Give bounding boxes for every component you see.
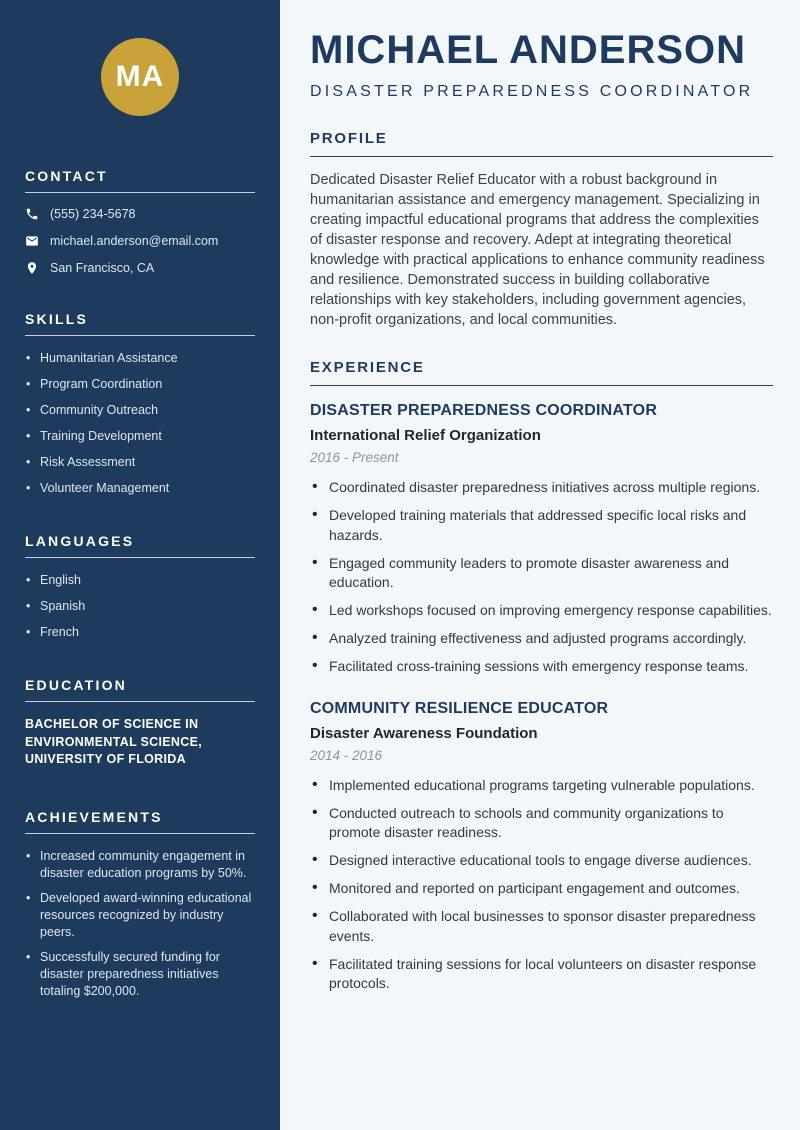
contact-heading: CONTACT — [25, 168, 255, 193]
job-bullet: • Conducted outreach to schools and community organizations to promote disaster readiness. — [310, 804, 773, 843]
job-dates: 2014 - 2016 — [310, 747, 383, 763]
experience-heading: EXPERIENCE — [310, 359, 773, 386]
languages-heading: LANGUAGES — [25, 533, 255, 558]
degree-text: BACHELOR OF SCIENCE IN ENVIRONMENTAL SCIENCE, UNIVERSITY OF FLORIDA — [25, 717, 202, 766]
languages-list — [25, 572, 255, 641]
person-name: MICHAEL ANDERSON — [310, 28, 747, 72]
skill-item: • Humanitarian Assistance — [25, 350, 255, 367]
contact-section — [25, 168, 255, 275]
achievement-item: • Developed award-winning educational resources recognized by industry peers. — [25, 890, 255, 941]
job-company: International Relief Organization — [310, 427, 541, 444]
job-bullet: • Coordinated disaster preparedness initiatives across multiple regions. — [310, 478, 773, 498]
job-bullet: • Developed training materials that addressed specific local risks and hazards. — [310, 506, 773, 545]
job-bullet: • Designed interactive educational tools to engage diverse audiences. — [310, 851, 773, 871]
contact-location-row — [25, 261, 255, 275]
profile-section — [310, 130, 773, 330]
location-text: San Francisco, CA — [50, 261, 155, 275]
main-content — [280, 0, 800, 1130]
avatar — [101, 38, 179, 116]
job-bullet: • Collaborated with local businesses to sponsor disaster preparedness events. — [310, 907, 773, 946]
skill-item: • Training Development — [25, 428, 255, 445]
location-icon — [25, 261, 39, 275]
achievements-section — [25, 809, 255, 1000]
achievement-item: • Successfully secured funding for disaster preparedness initiatives totaling $200,000. — [25, 949, 255, 1000]
skill-item: • Risk Assessment — [25, 454, 255, 471]
job-entry — [310, 402, 773, 677]
person-job-title: DISASTER PREPAREDNESS COORDINATOR — [310, 83, 754, 100]
job-company: Disaster Awareness Foundation — [310, 724, 538, 742]
job-bullet: • Engaged community leaders to promote disaster awareness and education. — [310, 554, 773, 593]
job-bullet: • Monitored and reported on participant engagement and outcomes. — [310, 879, 773, 899]
phone-icon — [25, 207, 39, 221]
contact-phone-row — [25, 207, 255, 221]
job-bullet: • Facilitated cross-training sessions with emergency response teams. — [310, 657, 773, 677]
language-item: • English — [25, 572, 255, 589]
job-entry — [310, 700, 773, 994]
education-section — [25, 677, 255, 769]
achievements-list — [25, 848, 255, 1000]
achievement-item: • Increased community engagement in disaster education programs by 50%. — [25, 848, 255, 882]
job-title: DISASTER PREPAREDNESS COORDINATOR — [310, 402, 658, 419]
email-icon — [25, 234, 39, 248]
skill-item: • Community Outreach — [25, 402, 255, 419]
job-bullet: • Implemented educational programs targeting vulnerable populations. — [310, 776, 773, 796]
skills-list — [25, 350, 255, 497]
education-heading: EDUCATION — [25, 677, 255, 702]
language-item: • French — [25, 624, 255, 641]
skill-item: • Volunteer Management — [25, 480, 255, 497]
job-bullet: • Led workshops focused on improving emergency response capabilities. — [310, 601, 773, 621]
job-bullet-list — [310, 478, 773, 677]
phone-number: (555) 234-5678 — [50, 207, 136, 221]
experience-section — [310, 359, 773, 994]
job-bullet: • Analyzed training effectiveness and adjusted programs accordingly. — [310, 629, 773, 649]
language-item: • Spanish — [25, 598, 255, 615]
job-bullet-list — [310, 776, 773, 994]
job-title: COMMUNITY RESILIENCE EDUCATOR — [310, 699, 609, 717]
skills-heading: SKILLS — [25, 311, 255, 336]
sidebar — [0, 0, 280, 1130]
contact-email-row — [25, 234, 255, 248]
skills-section — [25, 311, 255, 497]
email-address: michael.anderson@email.com — [50, 234, 219, 248]
languages-section — [25, 533, 255, 641]
profile-text: Dedicated Disaster Relief Educator with a robust background in humanitarian assistance and emergency management. Specializing in creating impactful educational programs that address the complexities of disaster response and recovery. Adept at integrating theoretical knowledge with practical applications to enhance community readiness and resilience. Demonstrated success in building collaborative relationships with key stakeholders, including government agencies, non-profit organizations, and local communities. — [310, 172, 765, 328]
profile-heading: PROFILE — [310, 130, 773, 157]
skill-item: • Program Coordination — [25, 376, 255, 393]
job-bullet: • Facilitated training sessions for local volunteers on disaster response protocols. — [310, 955, 773, 994]
avatar-initials: MA — [115, 60, 165, 93]
job-dates: 2016 - Present — [310, 450, 399, 465]
achievements-heading: ACHIEVEMENTS — [25, 809, 255, 834]
